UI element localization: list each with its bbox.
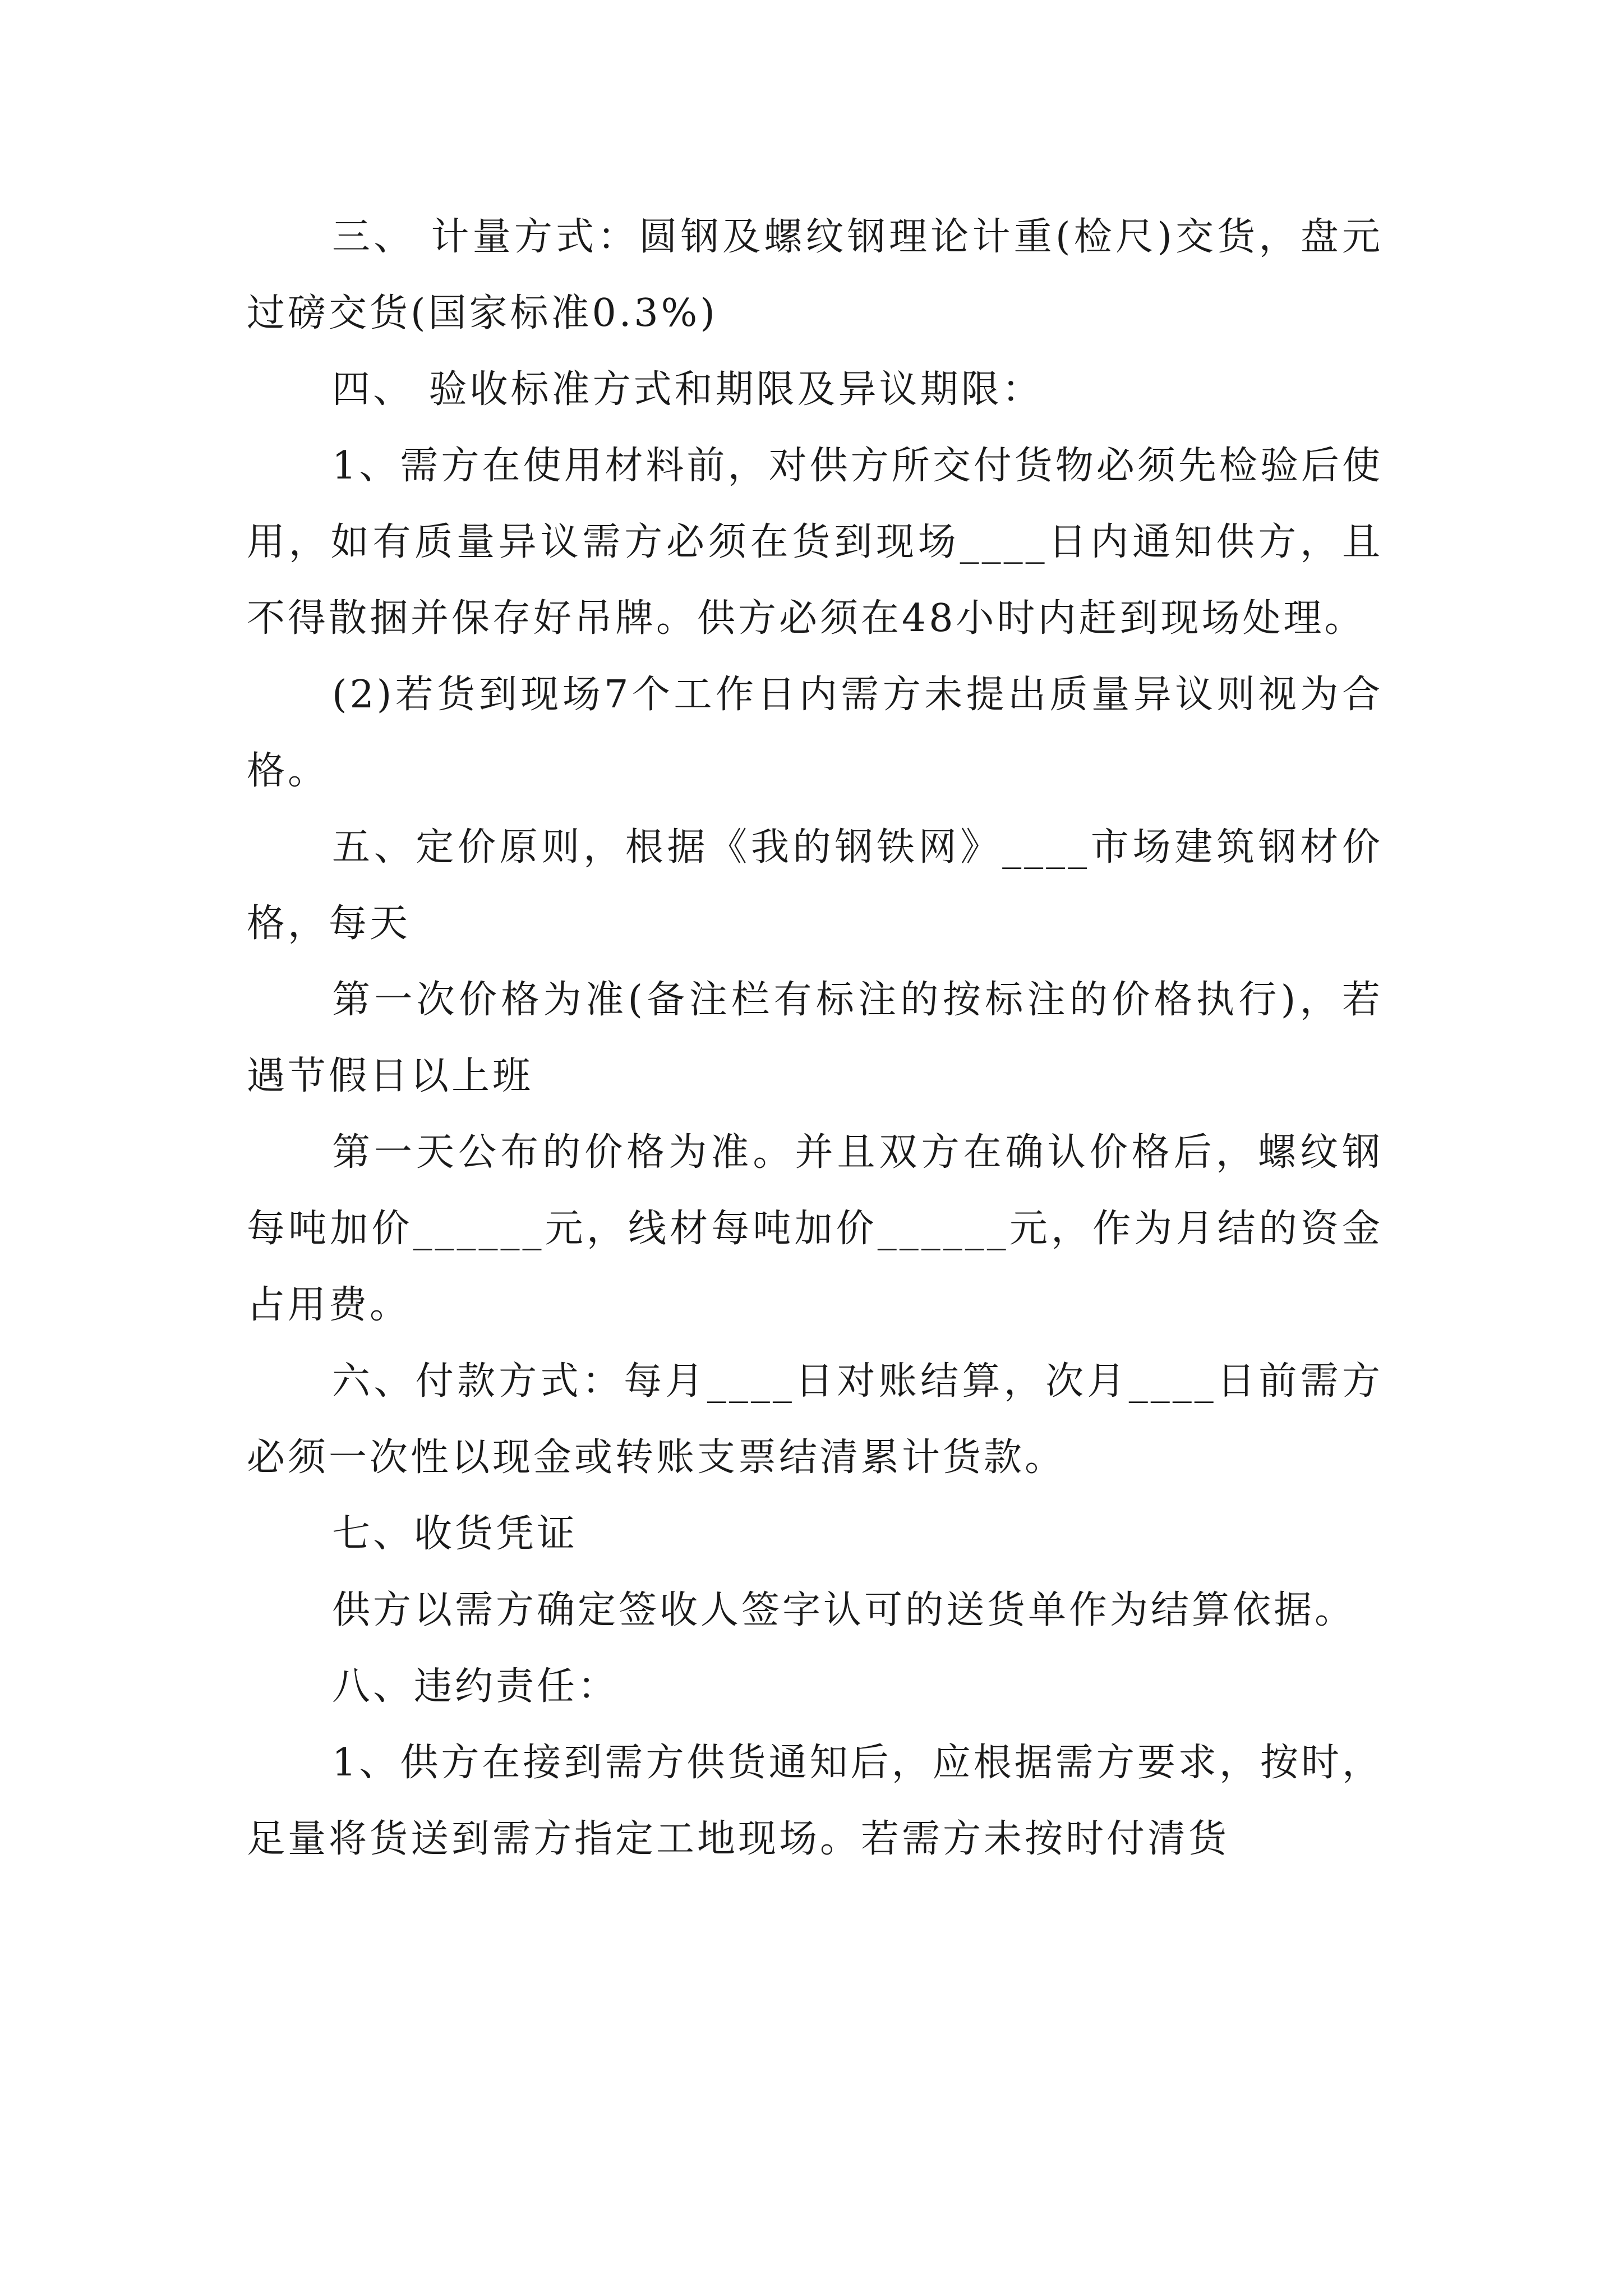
clause-4-item-2: (2)若货到现场7个工作日内需方未提出质量异议则视为合格。: [247, 673, 1383, 793]
clause-8-heading: 八、违约责任：: [332, 1664, 619, 1709]
clause-7-heading: 七、收货凭证: [332, 1512, 578, 1556]
clause-5-pricing-cont-2: 第一天公布的价格为准。并且双方在确认价格后，螺纹钢每吨加价______元，线材每吨加价______元，作为月结的资金占用费。: [247, 1130, 1383, 1327]
clause-5-pricing-cont-1: 第一次价格为准(备注栏有标注的按标注的价格执行)，若遇节假日以上班: [247, 978, 1383, 1098]
clause-4-item-1: 1、需方在使用材料前，对供方所交付货物必须先检验后使用，如有质量异议需方必须在货到现场____日内通知供方，且不得散捆并保存好吊牌。供方必须在48小时内赶到现场处理。: [247, 444, 1383, 641]
clause-6-payment: 六、付款方式：每月____日对账结算，次月____日前需方必须一次性以现金或转账支票结清累计货款。: [247, 1359, 1383, 1480]
clause-4-acceptance-heading: 四、 验收标准方式和期限及异议期限：: [332, 367, 1043, 412]
clause-8-item-1: 1、供方在接到需方供货通知后，应根据需方要求，按时，足量将货送到需方指定工地现场。若需方未按时付清货: [247, 1741, 1383, 1861]
document-body: [247, 199, 1383, 1878]
clause-5-pricing: 五、定价原则，根据《我的钢铁网》____市场建筑钢材价格，每天: [247, 825, 1383, 946]
clause-7-body: 供方以需方确定签收人签字认可的送货单作为结算依据。: [332, 1588, 1356, 1632]
clause-3-measurement: 三、 计量方式：圆钢及螺纹钢理论计重(检尺)交货，盘元过磅交货(国家标准0.3%): [247, 215, 1383, 335]
